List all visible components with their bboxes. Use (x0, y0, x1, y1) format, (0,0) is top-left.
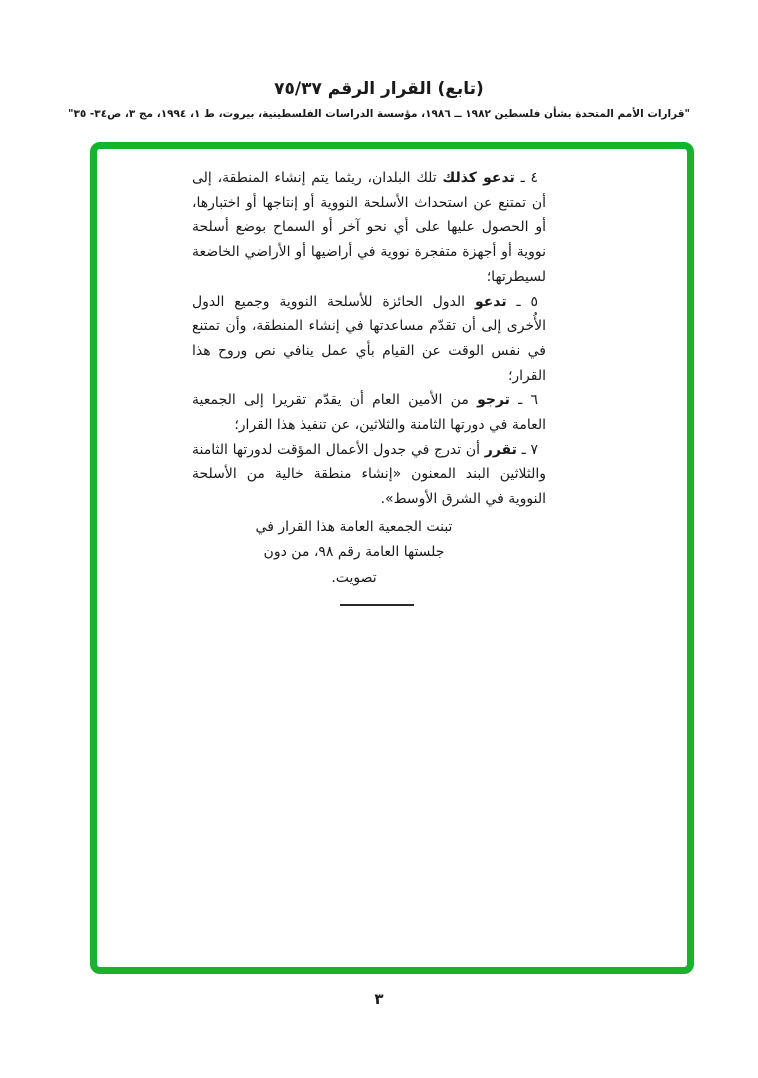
paragraph-lead: تدعو (474, 293, 507, 310)
paragraph-body: أن تدرج في جدول الأعمال المؤقت لدورتها الثامنة والثلاثين البند المعنون «إنشاء منطقة خالية من الأسلحة النووية في الشرق الأوسط». (192, 441, 546, 508)
paragraph-lead: تقرر (484, 441, 517, 458)
paragraph-lead: ترجو (477, 392, 510, 409)
resolution-paragraph-5 (192, 290, 546, 389)
paragraph-number: ٦ (530, 392, 539, 409)
resolution-paragraph-7 (192, 438, 546, 512)
resolution-paragraph-6 (192, 388, 546, 437)
adoption-note: تبنت الجمعية العامة هذا القرار في جلستها العامة رقم ٩٨، من دون تصويت. (255, 518, 453, 586)
paragraph-number: ٤ (530, 170, 538, 186)
resolution-paragraph-4 (192, 166, 546, 290)
paragraph-body: تلك البلدان، ريثما يتم إنشاء المنطقة، إلى أن تمتنع عن استحداث الأسلحة النووية أو إنتاجها أو اختبارها، أو الحصول عليها على أي نحو آخر أو السماح بوضع أسلحة نووية أو أجهزة متفجرة نووية في أراضيها أو الأراضي الخاضعة لسيطرتها؛ (192, 170, 546, 285)
resolution-text (192, 166, 546, 606)
paragraph-number: ٧ (530, 441, 539, 458)
paragraph-number: ٥ (530, 293, 539, 310)
paragraph-dash: ـ (516, 293, 521, 310)
document-title: (تابع) القرار الرقم ٧٥/٣٧ (274, 79, 484, 99)
paragraph-lead: تدعو كذلك (442, 170, 515, 186)
page-number: ٣ (374, 990, 384, 1008)
paragraph-body: الدول الحائزة للأسلحة النووية وجميع الدول الأُخرى إلى أن تقدّم مساعدتها في إنشاء المنطقة، وأن تمتنع في نفس الوقت عن القيام بأي عمل ينافي نص وروح هذا القرار؛ (192, 293, 546, 384)
paragraph-body: من الأمين العام أن يقدّم تقريرا إلى الجمعية العامة في دورتها الثامنة والثلاثين، عن تنفيذ هذا القرار؛ (192, 392, 546, 434)
paragraph-dash: ـ (520, 170, 525, 186)
source-citation: "قرارات الأمم المتحدة بشأن فلسطين ١٩٨٢ ــ ١٩٨٦، مؤسسة الدراسات الفلسطينية، بيروت، ط ١، ١٩٩٤، مج ٣، ص٣٤- ٣٥" (67, 108, 691, 120)
paragraph-dash: ـ (518, 392, 523, 409)
paragraph-dash: ـ (521, 441, 526, 458)
separator-rule (340, 604, 414, 606)
